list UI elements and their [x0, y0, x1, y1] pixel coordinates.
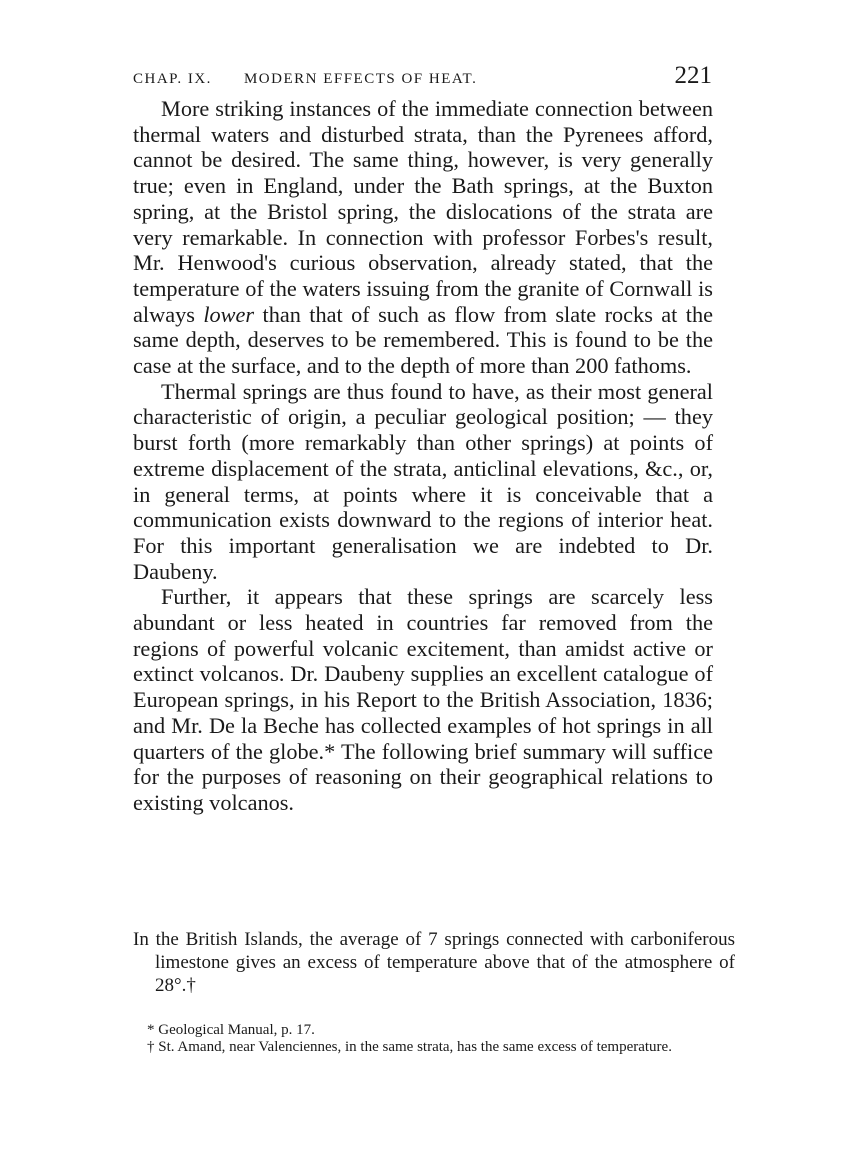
footnote-2: † St. Amand, near Valenciennes, in the same strata, has the same excess of temperature.: [147, 1039, 672, 1055]
running-title: MODERN EFFECTS OF HEAT.: [243, 71, 478, 87]
paragraph-thermal-waters: [133, 96, 713, 379]
footnote-1: * Geological Manual, p. 17.: [147, 1022, 315, 1038]
main-text: [133, 96, 713, 816]
chapter-label: CHAP. IX.: [133, 71, 212, 87]
emphasis-lower: lower: [203, 301, 255, 327]
footnotes: [133, 1022, 713, 1056]
paragraph-geological-position: Thermal springs are thus found to have, as their most general characteristic of origin, a peculiar geological position; — they burst forth (more remarkably than other springs) at points of extreme displacement of the strata, anticlinal elevations, &c., or, in general terms, at points where it is conceivable that a communication exists downward to the regions of interior heat. For this important generalisation we are indebted to Dr. Daubeny.: [133, 378, 713, 584]
paragraph-text: More striking instances of the immediate connection between thermal waters and disturbed strata, than the Pyrenees afford, cannot be desired. The same thing, however, is very generally true; even in England, under the Bath springs, at the Buxton spring, at the Bristol spring, the dislocations of the strata are very remarkable. In connection with professor Forbes's result, Mr. Henwood's curious observation, already stated, that the temperature of the waters issuing from the granite of Cornwall is always: [133, 96, 713, 327]
running-head: [133, 71, 509, 88]
summary-item-british-islands: In the British Islands, the average of 7 springs connected with carboniferous limestone gives an excess of temperature above that of the atmosphere of 28°.†: [133, 929, 735, 996]
paragraph-text: than that of such as flow from slate rocks at the same depth, deserves to be remembered. This is found to be the case at the surface, and to the depth of more than 200 fathoms.: [133, 301, 713, 379]
page-number: 221: [674, 62, 712, 89]
page-header: [133, 62, 712, 90]
paragraph-abundance: Further, it appears that these springs are scarcely less abundant or less heated in countries far removed from the regions of powerful volcanic excitement, than amidst active or extinct volcanos. Dr. Daubeny supplies an excellent catalogue of European springs, in his Report to the British Association, 1836; and Mr. De la Beche has collected examples of hot springs in all quarters of the globe.* The following brief summary will suffice for the purposes of reasoning on their geographical relations to existing volcanos.: [133, 584, 713, 815]
